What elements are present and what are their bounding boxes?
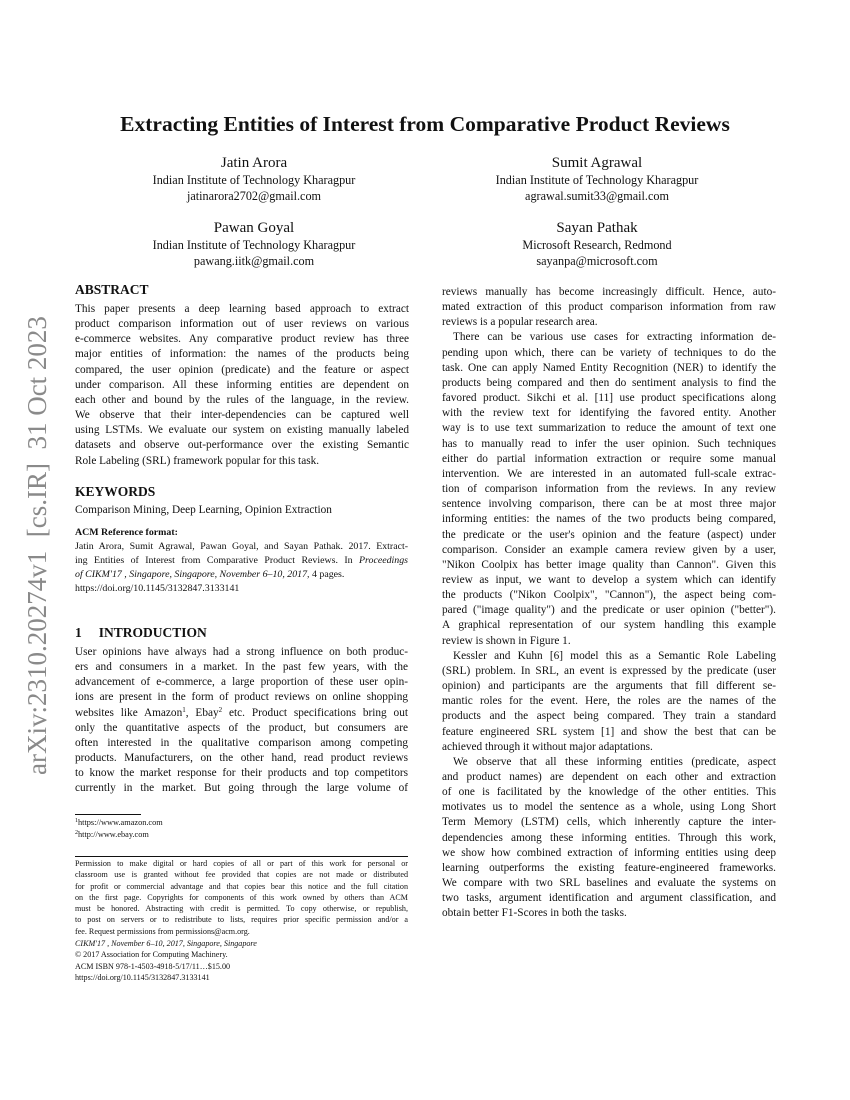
text-line: pared ("image quality") and the predicate or user opinion ("better"). — [442, 604, 776, 617]
text-line: Term Memory (LSTM) cells, which inherently capture the inter- — [442, 816, 776, 829]
text-line: "Nikon Coolpix has better image quality than Cannon". Given this — [442, 558, 776, 571]
text-line: with the review text for identifying the favored entity. Another — [442, 407, 776, 420]
text-line: only the quantitative aspects of the product, but consumers are — [75, 721, 408, 734]
acm-ref-line — [75, 568, 408, 582]
text-line: tion of comparison information from the reviews. In any review — [442, 483, 776, 496]
text-line: mated extraction of this product comparison information from raw — [442, 301, 776, 314]
paragraph — [442, 755, 776, 922]
permission-isbn: ACM ISBN 978-1-4503-4918-5/17/11…$15.00 — [75, 961, 231, 971]
text-line: Permission to make digital or hard copies of all or part of this work for personal or — [75, 859, 408, 868]
text-line: products and the aspect being compared. They train a standard — [442, 710, 776, 723]
text-line: advancement of e-commerce, a large proportion of these user opin- — [75, 676, 408, 689]
paper-title: Extracting Entities of Interest from Comparative Product Reviews — [120, 112, 730, 136]
keywords-text: Comparison Mining, Deep Learning, Opinion Extraction — [75, 504, 332, 516]
abstract-heading: ABSTRACT — [75, 282, 149, 297]
acm-ref-pages: 4 pages. — [309, 569, 345, 580]
text-line: products being compared and then do sentiment analysis to find the — [442, 376, 776, 389]
text-segment: etc. Product specifications bring out — [222, 706, 408, 719]
text-segment: , Ebay — [185, 706, 219, 719]
footnotes — [75, 817, 163, 840]
text-line: Kessler and Kuhn [6] model this as a Semantic Role Labeling — [453, 649, 776, 662]
text-line: major entities of information: the names of the products being — [75, 348, 409, 361]
intro-heading — [75, 625, 207, 641]
footnote-mark: 2 — [75, 829, 78, 836]
text-line: This paper presents a deep learning based approach to extract — [75, 303, 409, 315]
text-line: mantic roles for the event. Here, the roles are the names of the — [442, 695, 776, 708]
acm-ref-venue: of CIKM'17 , Singapore, Singapore, November 6–10, 2017, — [75, 569, 310, 580]
text-line: on the first page. Copyrights for components of this work owned by others than ACM — [75, 892, 408, 902]
text-line: products. Manufacturers, on the other hand, read product reviews — [75, 752, 408, 765]
paragraph — [442, 649, 776, 755]
text-line: sentence involving comparison, there can be at most three major — [442, 498, 776, 511]
intro-body — [75, 645, 408, 797]
text-line: product comparison information out of user reviews on various — [75, 318, 409, 331]
author-email: pawang.iitk@gmail.com — [193, 254, 315, 268]
text-line: motivates us to model the sentence as a whole, using Long Short — [442, 801, 776, 814]
text-line: must be honored. Abstracting with credit is permitted. To copy otherwise, or republish, — [75, 904, 408, 914]
text-line: to know the market response for their products and top competitors — [75, 767, 408, 780]
intro-lines — [75, 721, 408, 797]
author-affiliation: Indian Institute of Technology Kharagpur — [152, 173, 356, 187]
footnote — [75, 829, 163, 841]
footnote-mark: 1 — [75, 818, 78, 824]
author-name: Sumit Agrawal — [551, 155, 643, 171]
intro-lines — [75, 645, 408, 706]
text-line: currently in the market. But going through the large volume of — [75, 782, 408, 795]
author-block — [427, 219, 767, 269]
acm-ref-proceedings: Proceedings — [359, 555, 408, 566]
text-line: (SRL) problem. In SRL, an event is expressed by the predicate (user — [442, 664, 776, 677]
text-line: datasets and observe out-performance over the existing Semantic — [75, 439, 409, 452]
text-line: we show how combined extraction of informing entities using deep — [442, 846, 776, 859]
text-line: We compare with two SRL baselines and evaluate the systems on — [442, 877, 776, 890]
footnote-url[interactable]: https://www.amazon.com — [78, 818, 163, 827]
acm-ref-text: ing Entities of Interest from Comparative Product Reviews. In — [75, 555, 359, 566]
permission-copyright: © 2017 Association for Computing Machinery. — [75, 950, 228, 960]
text-line: Role Labeling (SRL) framework popular for this task. — [75, 454, 320, 467]
text-line: e-commerce websites. Any comparative product review has three — [75, 333, 409, 346]
section-title: INTRODUCTION — [98, 625, 207, 640]
text-line: under comparison. All these informing entities are dependent on — [75, 378, 409, 391]
text-line: favored product. Sikchi et al. [11] use product specifications along — [442, 392, 776, 405]
author-block — [84, 219, 424, 269]
text-line: intervention. We are interested in an automated full-scale extrac- — [442, 467, 776, 480]
text-line: two tasks, argument identification and argument classification, and — [442, 892, 776, 905]
acm-ref-line: Jatin Arora, Sumit Agrawal, Pawan Goyal, and Sayan Pathak. 2017. Extract- — [75, 541, 408, 552]
author-name: Sayan Pathak — [556, 220, 638, 236]
text-line: feature engineered SRL system [1] and show the best that can be — [442, 725, 776, 738]
text-line: There can be various use cases for extracting information de- — [453, 331, 776, 344]
section-number: 1 — [75, 625, 82, 640]
text-line: achieved through it without major adaptations. — [442, 740, 653, 753]
text-line: for profit or commercial advantage and that copies bear this notice and the full citation — [75, 881, 408, 891]
text-line: to post on servers or to redistribute to lists, requires prior specific permission and/or a — [75, 915, 408, 925]
text-line: either do partial information extraction or require some manual — [442, 452, 776, 465]
text-line: review as input, we want to develop a system which can identify — [442, 573, 776, 586]
author-email: jatinarora2702@gmail.com — [186, 189, 322, 203]
keywords-heading: KEYWORDS — [75, 484, 156, 499]
acm-ref-heading: ACM Reference format: — [75, 527, 178, 538]
right-column — [442, 285, 776, 922]
author-name: Pawan Goyal — [213, 220, 295, 236]
text-line: fee. Request permissions from permissions@acm.org. — [75, 926, 250, 936]
text-line: the products ("Nikon Coolpix", "Cannon"), the aspect being com- — [442, 589, 776, 602]
text-line: informing entities: the names of the two products being compared, — [442, 513, 776, 526]
text-line: obtain better F1-Scores in both the tasks. — [442, 907, 627, 920]
text-line: task. One can apply Named Entity Recognition (NER) to identify the — [442, 361, 776, 374]
text-line — [75, 706, 408, 721]
text-line: opinion) and participants are the arguments that fill different se- — [442, 680, 776, 693]
text-line: and product names) are dependent on each other and extraction — [442, 771, 776, 783]
text-line: dependencies among these informing entities. Through this work, — [442, 831, 776, 844]
text-line: classroom use is granted without fee provided that copies are not made or distributed — [75, 870, 408, 880]
text-line: the predicate or the user's opinion and the feature (aspect) under — [442, 528, 776, 541]
author-email: sayanpa@microsoft.com — [536, 254, 658, 268]
text-line: ions are present in the form of product reviews on online shopping — [75, 691, 408, 704]
paragraph — [442, 285, 776, 330]
text-line: learning outperforms the existing feature-engineered frameworks. — [442, 861, 776, 874]
author-affiliation: Microsoft Research, Redmond — [522, 238, 672, 252]
permission-doi[interactable]: https://doi.org/10.1145/3132847.3133141 — [75, 972, 210, 982]
author-email: agrawal.sumit33@gmail.com — [525, 189, 669, 203]
text-line: ers and consumers in a market. In the past few years, with the — [75, 661, 408, 674]
text-line: User opinions have always had a strong influence on both produc- — [75, 646, 408, 658]
text-line: We observe that their inter-dependencies can be captured well — [75, 409, 409, 422]
text-line: We observe that all these informing entities (predicate, aspect — [453, 755, 776, 768]
arxiv-stamp: arXiv:2310.20274v1 [cs.IR] 31 Oct 2023 — [22, 316, 52, 775]
text-line: reviews is a popular research area. — [442, 316, 598, 329]
acm-reference — [75, 526, 408, 596]
permission-text — [75, 858, 408, 937]
author-block — [84, 154, 424, 204]
text-line: using LSTMs. We evaluate our system on existing manually labeled — [75, 424, 409, 437]
author-affiliation: Indian Institute of Technology Kharagpur — [152, 238, 356, 252]
permission-rule — [75, 856, 408, 857]
acm-ref-doi[interactable]: https://doi.org/10.1145/3132847.3133141 — [75, 583, 240, 594]
footnote-rule — [75, 814, 141, 815]
abstract-body — [75, 302, 409, 469]
text-line: of one is facilitated by the knowledge of the other entities. This — [442, 786, 776, 799]
permission-block — [75, 858, 408, 983]
paragraph — [442, 330, 776, 648]
author-block — [427, 154, 767, 204]
text-line: way is to use text summarization to reduce the amount of text one — [442, 422, 776, 435]
text-line: comparison. Consider an example camera review given by a user, — [442, 543, 776, 556]
footnote-mark[interactable]: 1 — [182, 705, 186, 714]
footnote-mark[interactable]: 2 — [218, 705, 223, 714]
permission-venue: CIKM'17 , November 6–10, 2017, Singapore, Singapore — [75, 939, 257, 949]
author-affiliation: Indian Institute of Technology Kharagpur — [495, 173, 699, 187]
text-line: often interested in the qualitative comparison among competing — [75, 736, 408, 749]
text-line: compared, the user opinion (predicate) and the feature or aspect — [75, 363, 409, 376]
text-line: A graphical representation of our system handling this example — [442, 619, 776, 632]
text-line: has to manually read to infer the user opinion. Such techniques — [442, 437, 776, 450]
text-line: reviews manually has become increasingly difficult. Hence, auto- — [442, 286, 776, 298]
text-line: each other and bound by the rules of the language, in the review. — [75, 393, 409, 406]
footnote — [75, 817, 163, 829]
text-segment: websites like Amazon — [75, 706, 183, 719]
text-line: review is shown in Figure 1. — [442, 634, 571, 647]
footnote-url[interactable]: http://www.ebay.com — [78, 829, 149, 839]
text-line: pending upon which, there can be variety of techniques to do the — [442, 346, 776, 359]
acm-ref-line — [75, 554, 408, 568]
author-name: Jatin Arora — [220, 155, 288, 171]
